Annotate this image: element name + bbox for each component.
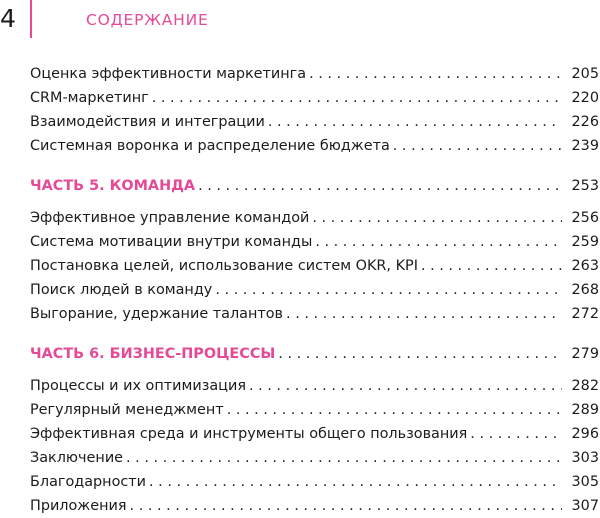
dot-leader	[315, 230, 562, 254]
toc-entry-page: 205	[571, 66, 599, 82]
toc-entry-page: 259	[571, 234, 599, 250]
dot-leader	[249, 374, 562, 398]
toc-entry-title: Регулярный менеджмент	[30, 402, 224, 418]
section-gap	[30, 367, 599, 374]
toc-entry-page: 307	[571, 498, 599, 514]
toc-entry-page: 239	[571, 138, 599, 154]
dot-leader	[198, 173, 562, 199]
toc-entry-title: Постановка целей, использование систем OKR, KPI	[30, 258, 418, 274]
toc-entry[interactable]	[30, 446, 599, 470]
dot-leader	[312, 206, 562, 230]
toc-entry[interactable]	[30, 110, 599, 134]
dot-leader	[152, 86, 562, 110]
toc-entry-title: Благодарности	[30, 474, 147, 490]
toc-entry-page: 305	[571, 474, 599, 490]
toc-part-heading[interactable]	[30, 341, 599, 367]
toc-entry-title: Поиск людей в команду	[30, 282, 213, 298]
page-header	[0, 0, 600, 40]
toc-entry-page: 289	[571, 402, 599, 418]
dot-leader	[149, 470, 562, 494]
header-divider	[30, 0, 32, 38]
toc-entry-page: 220	[571, 90, 599, 106]
toc-entry-title: Системная воронка и распределение бюджета	[30, 138, 390, 154]
toc-entry-page: 303	[571, 450, 599, 466]
toc-entry-page: 256	[571, 210, 599, 226]
toc-part-heading[interactable]	[30, 173, 599, 199]
toc-entry-title: Выгорание, удержание талантов	[30, 306, 284, 322]
toc-part-page: 279	[571, 346, 599, 362]
toc-entry-title: Эффективное управление командой	[30, 210, 310, 226]
toc-part-title: ЧАСТЬ 5. КОМАНДА	[30, 178, 196, 194]
toc-entry-page: 282	[571, 378, 599, 394]
dot-leader	[268, 110, 562, 134]
dot-leader	[421, 254, 562, 278]
toc-entry[interactable]	[30, 278, 599, 302]
toc-entry-title: Взаимодействия и интеграции	[30, 114, 265, 130]
section-gap	[30, 158, 599, 173]
page-title: СОДЕРЖАНИЕ	[86, 11, 209, 29]
toc-entry[interactable]	[30, 494, 599, 518]
toc-entry-page: 263	[571, 258, 599, 274]
dot-leader	[278, 341, 562, 367]
toc-entry[interactable]	[30, 254, 599, 278]
toc-entry-page: 272	[571, 306, 599, 322]
toc-entry-title: Оценка эффективности маркетинга	[30, 66, 307, 82]
table-of-contents	[30, 62, 599, 518]
dot-leader	[470, 422, 562, 446]
toc-entry[interactable]	[30, 206, 599, 230]
toc-entry[interactable]	[30, 230, 599, 254]
toc-entry-title: Эффективная среда и инструменты общего пользования	[30, 426, 468, 442]
toc-entry-page: 296	[571, 426, 599, 442]
toc-entry-title: Приложения	[30, 498, 127, 514]
page-number: 4	[0, 4, 16, 33]
toc-entry-title: CRM-маркетинг	[30, 90, 149, 106]
toc-entry[interactable]	[30, 470, 599, 494]
dot-leader	[286, 302, 562, 326]
toc-entry[interactable]	[30, 86, 599, 110]
dot-leader	[130, 494, 562, 518]
toc-entry[interactable]	[30, 302, 599, 326]
dot-leader	[309, 62, 562, 86]
toc-entry-title: Процессы и их оптимизация	[30, 378, 246, 394]
section-gap	[30, 199, 599, 206]
toc-entry[interactable]	[30, 374, 599, 398]
toc-entry-title: Система мотивации внутри команды	[30, 234, 313, 250]
toc-entry[interactable]	[30, 62, 599, 86]
section-gap	[30, 326, 599, 341]
toc-entry[interactable]	[30, 422, 599, 446]
toc-entry-page: 226	[571, 114, 599, 130]
dot-leader	[227, 398, 562, 422]
dot-leader	[126, 446, 562, 470]
toc-entry-title: Заключение	[30, 450, 124, 466]
dot-leader	[393, 134, 562, 158]
toc-part-page: 253	[571, 178, 599, 194]
dot-leader	[215, 278, 562, 302]
toc-entry-page: 268	[571, 282, 599, 298]
toc-entry[interactable]	[30, 398, 599, 422]
toc-entry[interactable]	[30, 134, 599, 158]
toc-part-title: ЧАСТЬ 6. БИЗНЕС-ПРОЦЕССЫ	[30, 346, 276, 362]
